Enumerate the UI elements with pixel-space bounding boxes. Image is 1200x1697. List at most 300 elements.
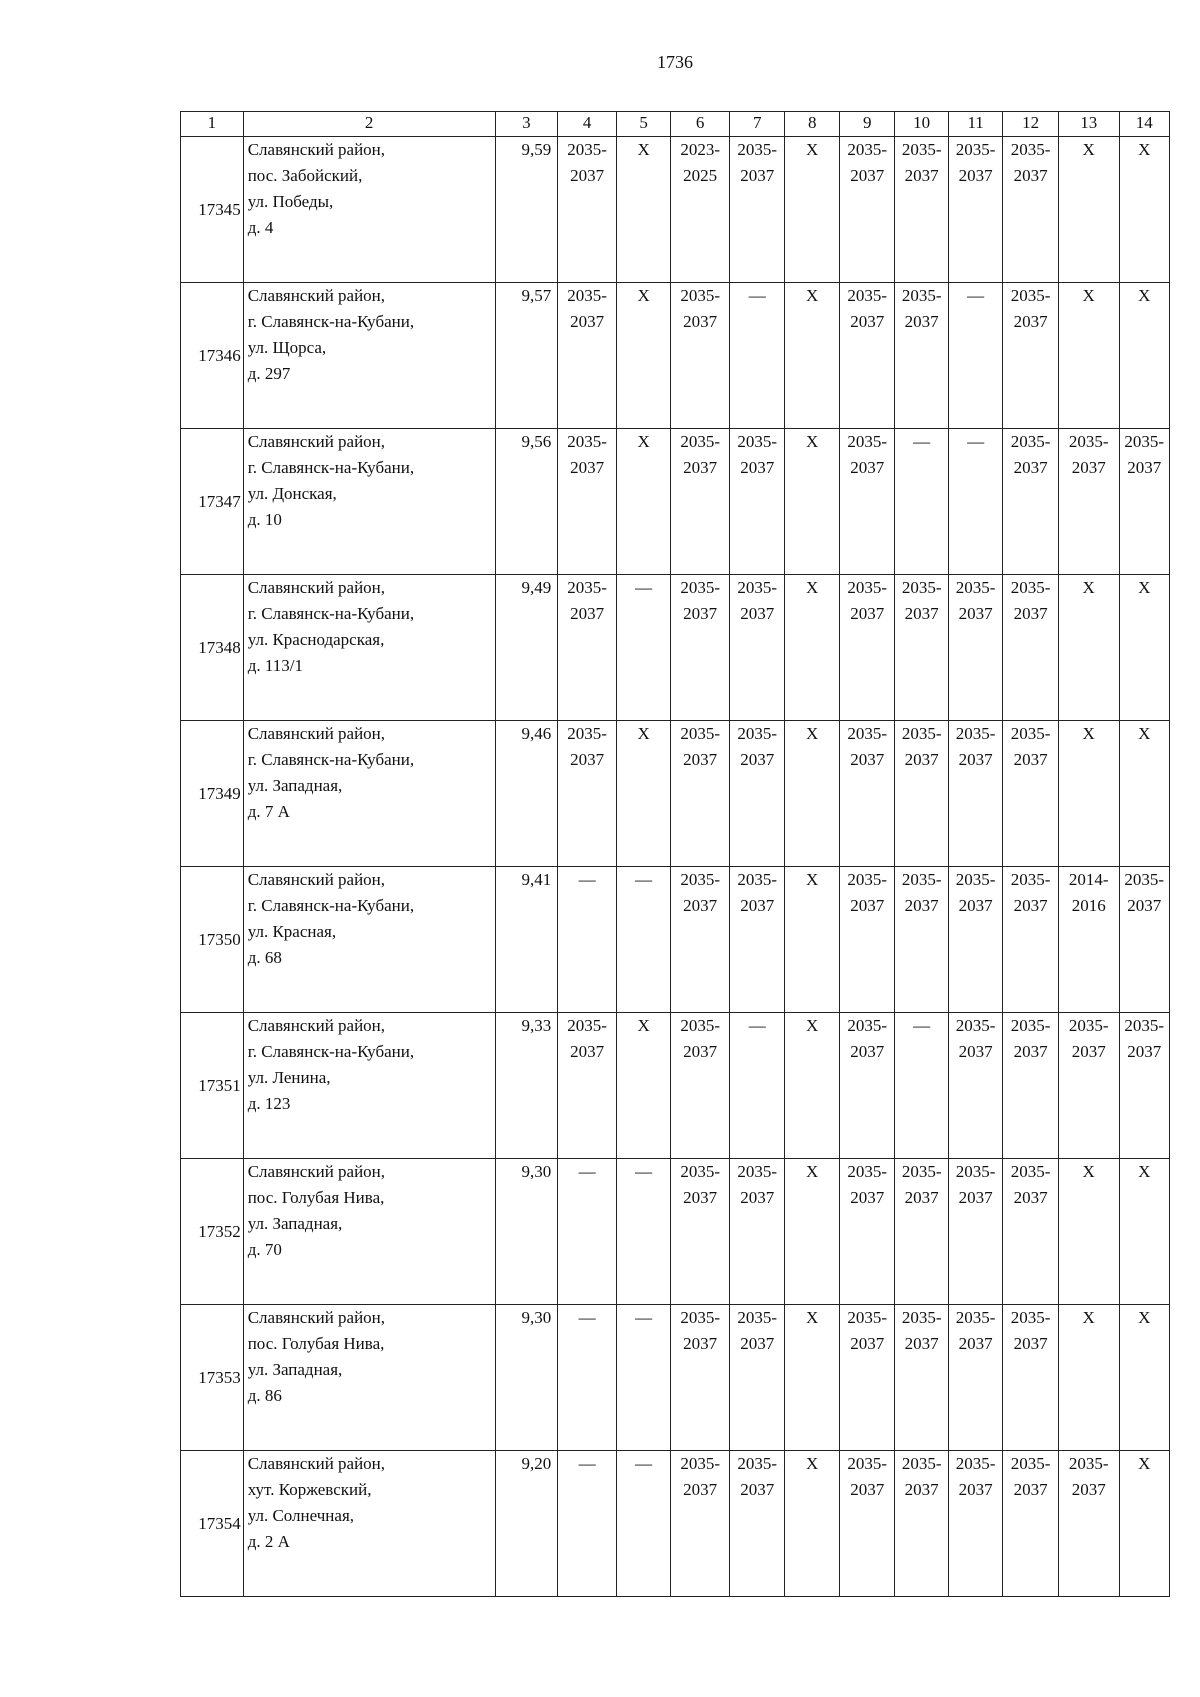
x-mark: X bbox=[637, 286, 650, 305]
period-cell bbox=[1003, 721, 1059, 867]
address-line: д. 113/1 bbox=[247, 656, 303, 675]
address-cell bbox=[243, 137, 495, 283]
not-applicable-cell bbox=[785, 1159, 839, 1305]
x-mark: X bbox=[1138, 578, 1151, 597]
period-line: 2035- bbox=[567, 432, 607, 451]
not-applicable-cell bbox=[785, 575, 839, 721]
period-line: 2037 bbox=[904, 750, 939, 769]
x-mark: X bbox=[637, 432, 650, 451]
not-applicable-cell bbox=[1119, 721, 1169, 867]
row-number: 17346 bbox=[181, 283, 244, 429]
period-line: 2037 bbox=[683, 896, 718, 915]
address-line: д. 86 bbox=[247, 1386, 282, 1405]
not-applicable-cell bbox=[1058, 1159, 1119, 1305]
period-cell bbox=[671, 1451, 730, 1597]
score-cell: 9,59 bbox=[495, 137, 558, 283]
address-cell bbox=[243, 429, 495, 575]
not-applicable-cell bbox=[616, 721, 670, 867]
x-mark: X bbox=[637, 724, 650, 743]
row-number: 17348 bbox=[181, 575, 244, 721]
period-line: 2035- bbox=[680, 724, 720, 743]
period-cell bbox=[1058, 429, 1119, 575]
period-line: 2035- bbox=[1010, 1454, 1051, 1473]
period-line: 2035- bbox=[847, 1308, 888, 1327]
period-line: 2035- bbox=[1010, 578, 1051, 597]
period-line: 2037 bbox=[904, 896, 939, 915]
x-mark: X bbox=[806, 578, 819, 597]
period-line: 2037 bbox=[850, 166, 885, 185]
period-line: 2037 bbox=[850, 1334, 885, 1353]
row-number: 17351 bbox=[181, 1013, 244, 1159]
period-line: 2035- bbox=[955, 1162, 996, 1181]
period-line: 2035- bbox=[567, 1016, 607, 1035]
period-cell bbox=[895, 283, 948, 429]
period-cell bbox=[1003, 429, 1059, 575]
not-applicable-cell bbox=[785, 721, 839, 867]
empty-dash-cell bbox=[729, 1013, 785, 1159]
empty-dash-cell bbox=[616, 1305, 670, 1451]
x-mark: X bbox=[806, 286, 819, 305]
period-line: 2035- bbox=[1010, 1308, 1051, 1327]
period-cell bbox=[729, 575, 785, 721]
dash-mark: — bbox=[967, 432, 985, 451]
period-line: 2035- bbox=[955, 578, 996, 597]
not-applicable-cell bbox=[1119, 1159, 1169, 1305]
period-line: 2037 bbox=[740, 1334, 775, 1353]
period-cell bbox=[558, 575, 617, 721]
period-line: 2037 bbox=[1013, 750, 1048, 769]
dash-mark: — bbox=[578, 1308, 596, 1327]
address-line: г. Славянск-на-Кубани, bbox=[247, 312, 415, 331]
address-line: д. 10 bbox=[247, 510, 282, 529]
x-mark: X bbox=[1138, 286, 1151, 305]
x-mark: X bbox=[806, 1454, 819, 1473]
column-header: 9 bbox=[839, 112, 895, 137]
address-line: г. Славянск-на-Кубани, bbox=[247, 896, 415, 915]
period-line: 2037 bbox=[904, 1480, 939, 1499]
address-line: Славянский район, bbox=[247, 1308, 386, 1327]
period-cell bbox=[729, 137, 785, 283]
period-line: 2037 bbox=[740, 1188, 775, 1207]
period-line: 2037 bbox=[958, 604, 993, 623]
period-line: 2035- bbox=[1010, 870, 1051, 889]
table-row bbox=[181, 1305, 1170, 1451]
column-header: 2 bbox=[243, 112, 495, 137]
period-cell bbox=[839, 721, 895, 867]
period-line: 2035- bbox=[1124, 432, 1165, 451]
period-line: 2037 bbox=[850, 1188, 885, 1207]
period-cell bbox=[948, 721, 1002, 867]
period-cell bbox=[1003, 867, 1059, 1013]
period-line: 2035- bbox=[847, 870, 888, 889]
period-cell bbox=[558, 721, 617, 867]
address-line: д. 70 bbox=[247, 1240, 282, 1259]
period-cell bbox=[1003, 1159, 1059, 1305]
period-cell bbox=[839, 1013, 895, 1159]
period-cell bbox=[729, 1159, 785, 1305]
period-line: 2023- bbox=[680, 140, 720, 159]
x-mark: X bbox=[806, 432, 819, 451]
period-line: 2035- bbox=[1124, 1016, 1165, 1035]
row-number: 17353 bbox=[181, 1305, 244, 1451]
period-line: 2037 bbox=[683, 1042, 718, 1061]
address-line: д. 68 bbox=[247, 948, 282, 967]
not-applicable-cell bbox=[785, 137, 839, 283]
period-cell bbox=[895, 867, 948, 1013]
address-line: Славянский район, bbox=[247, 432, 386, 451]
x-mark: X bbox=[1082, 140, 1095, 159]
period-cell bbox=[558, 429, 617, 575]
address-line: ул. Красная, bbox=[247, 922, 337, 941]
empty-dash-cell bbox=[948, 429, 1002, 575]
period-line: 2037 bbox=[904, 1188, 939, 1207]
address-line: ул. Западная, bbox=[247, 776, 343, 795]
x-mark: X bbox=[806, 1308, 819, 1327]
period-line: 2037 bbox=[683, 1480, 718, 1499]
column-header: 3 bbox=[495, 112, 558, 137]
period-cell bbox=[671, 721, 730, 867]
score-cell: 9,41 bbox=[495, 867, 558, 1013]
table-row bbox=[181, 1159, 1170, 1305]
period-line: 2037 bbox=[740, 458, 775, 477]
table-row bbox=[181, 721, 1170, 867]
address-line: Славянский район, bbox=[247, 1454, 386, 1473]
x-mark: X bbox=[637, 1016, 650, 1035]
x-mark: X bbox=[806, 870, 819, 889]
period-line: 2035- bbox=[1010, 1162, 1051, 1181]
period-line: 2037 bbox=[683, 458, 718, 477]
period-cell bbox=[671, 1305, 730, 1451]
table-row bbox=[181, 429, 1170, 575]
column-header: 12 bbox=[1003, 112, 1059, 137]
not-applicable-cell bbox=[785, 1451, 839, 1597]
address-line: ул. Солнечная, bbox=[247, 1506, 355, 1525]
not-applicable-cell bbox=[616, 429, 670, 575]
not-applicable-cell bbox=[1119, 1305, 1169, 1451]
address-line: д. 297 bbox=[247, 364, 291, 383]
period-line: 2037 bbox=[570, 750, 605, 769]
table-body bbox=[181, 137, 1170, 1597]
period-cell bbox=[895, 1159, 948, 1305]
period-line: 2035- bbox=[1124, 870, 1165, 889]
x-mark: X bbox=[806, 1162, 819, 1181]
period-cell bbox=[558, 1013, 617, 1159]
dash-mark: — bbox=[635, 578, 653, 597]
dash-mark: — bbox=[635, 1454, 653, 1473]
period-cell bbox=[948, 137, 1002, 283]
period-line: 2037 bbox=[1127, 896, 1162, 915]
period-cell bbox=[729, 429, 785, 575]
period-line: 2037 bbox=[1013, 1480, 1048, 1499]
dash-mark: — bbox=[967, 286, 985, 305]
not-applicable-cell bbox=[1058, 575, 1119, 721]
period-line: 2037 bbox=[1013, 1188, 1048, 1207]
period-line: 2037 bbox=[683, 750, 718, 769]
not-applicable-cell bbox=[1058, 721, 1119, 867]
period-line: 2037 bbox=[1013, 166, 1048, 185]
period-cell bbox=[839, 867, 895, 1013]
address-line: ул. Западная, bbox=[247, 1214, 343, 1233]
x-mark: X bbox=[637, 140, 650, 159]
table-row bbox=[181, 867, 1170, 1013]
period-cell bbox=[895, 721, 948, 867]
period-cell bbox=[839, 283, 895, 429]
period-line: 2035- bbox=[847, 724, 888, 743]
period-line: 2037 bbox=[570, 312, 605, 331]
period-line: 2037 bbox=[958, 166, 993, 185]
empty-dash-cell bbox=[558, 1159, 617, 1305]
period-line: 2037 bbox=[1127, 458, 1162, 477]
period-line: 2035- bbox=[847, 578, 888, 597]
dash-mark: — bbox=[635, 1162, 653, 1181]
address-line: ул. Донская, bbox=[247, 484, 337, 503]
period-cell bbox=[671, 1013, 730, 1159]
dash-mark: — bbox=[578, 1454, 596, 1473]
period-cell bbox=[671, 429, 730, 575]
period-line: 2037 bbox=[904, 604, 939, 623]
period-line: 2035- bbox=[680, 432, 720, 451]
period-cell bbox=[895, 575, 948, 721]
period-cell bbox=[1003, 1451, 1059, 1597]
not-applicable-cell bbox=[1058, 283, 1119, 429]
period-line: 2035- bbox=[1010, 432, 1051, 451]
empty-dash-cell bbox=[616, 575, 670, 721]
score-cell: 9,46 bbox=[495, 721, 558, 867]
not-applicable-cell bbox=[616, 137, 670, 283]
not-applicable-cell bbox=[785, 867, 839, 1013]
x-mark: X bbox=[806, 140, 819, 159]
period-cell bbox=[558, 283, 617, 429]
period-line: 2037 bbox=[740, 750, 775, 769]
period-line: 2035- bbox=[901, 1454, 942, 1473]
x-mark: X bbox=[1082, 1162, 1095, 1181]
table-row bbox=[181, 1451, 1170, 1597]
period-line: 2035- bbox=[847, 1016, 888, 1035]
column-header: 11 bbox=[948, 112, 1002, 137]
not-applicable-cell bbox=[1119, 283, 1169, 429]
period-cell bbox=[839, 429, 895, 575]
period-line: 2037 bbox=[683, 1334, 718, 1353]
period-cell bbox=[1003, 283, 1059, 429]
empty-dash-cell bbox=[895, 1013, 948, 1159]
period-line: 2037 bbox=[958, 896, 993, 915]
period-cell bbox=[895, 1305, 948, 1451]
period-line: 2035- bbox=[901, 578, 942, 597]
score-cell: 9,49 bbox=[495, 575, 558, 721]
row-number: 17347 bbox=[181, 429, 244, 575]
period-cell bbox=[1003, 137, 1059, 283]
period-cell bbox=[671, 137, 730, 283]
period-line: 2037 bbox=[958, 1334, 993, 1353]
period-cell bbox=[558, 137, 617, 283]
period-line: 2037 bbox=[958, 1480, 993, 1499]
address-line: ул. Победы, bbox=[247, 192, 334, 211]
period-line: 2035- bbox=[901, 870, 942, 889]
period-line: 2037 bbox=[1071, 1480, 1106, 1499]
x-mark: X bbox=[1082, 724, 1095, 743]
period-line: 2037 bbox=[570, 458, 605, 477]
row-number: 17352 bbox=[181, 1159, 244, 1305]
period-line: 2035- bbox=[737, 1162, 778, 1181]
period-line: 2035- bbox=[737, 432, 778, 451]
column-header: 13 bbox=[1058, 112, 1119, 137]
period-line: 2037 bbox=[904, 1334, 939, 1353]
period-line: 2037 bbox=[570, 604, 605, 623]
period-line: 2037 bbox=[1013, 1334, 1048, 1353]
period-line: 2035- bbox=[680, 578, 720, 597]
period-cell bbox=[671, 283, 730, 429]
not-applicable-cell bbox=[1119, 137, 1169, 283]
not-applicable-cell bbox=[785, 1013, 839, 1159]
period-cell bbox=[839, 575, 895, 721]
period-cell bbox=[671, 575, 730, 721]
period-cell bbox=[1058, 867, 1119, 1013]
address-line: ул. Западная, bbox=[247, 1360, 343, 1379]
period-line: 2037 bbox=[570, 1042, 605, 1061]
period-line: 2035- bbox=[955, 724, 996, 743]
dash-mark: — bbox=[578, 1162, 596, 1181]
x-mark: X bbox=[1082, 286, 1095, 305]
period-cell bbox=[1003, 1305, 1059, 1451]
address-line: хут. Коржевский, bbox=[247, 1480, 372, 1499]
dash-mark: — bbox=[578, 870, 596, 889]
period-line: 2035- bbox=[680, 1016, 720, 1035]
period-cell bbox=[729, 721, 785, 867]
period-cell bbox=[729, 867, 785, 1013]
period-cell bbox=[895, 1451, 948, 1597]
address-line: ул. Щорса, bbox=[247, 338, 327, 357]
table-row bbox=[181, 575, 1170, 721]
not-applicable-cell bbox=[1058, 1305, 1119, 1451]
period-line: 2037 bbox=[1127, 1042, 1162, 1061]
period-cell bbox=[671, 867, 730, 1013]
period-line: 2035- bbox=[680, 1454, 720, 1473]
period-line: 2037 bbox=[740, 1480, 775, 1499]
column-header: 4 bbox=[558, 112, 617, 137]
period-line: 2035- bbox=[847, 1454, 888, 1473]
page-number: 1736 bbox=[657, 52, 693, 72]
address-cell bbox=[243, 1013, 495, 1159]
period-line: 2037 bbox=[1071, 458, 1106, 477]
address-line: г. Славянск-на-Кубани, bbox=[247, 1042, 415, 1061]
row-number: 17349 bbox=[181, 721, 244, 867]
period-line: 2037 bbox=[740, 604, 775, 623]
x-mark: X bbox=[1138, 1162, 1151, 1181]
period-line: 2037 bbox=[1013, 604, 1048, 623]
period-line: 2037 bbox=[958, 750, 993, 769]
score-cell: 9,56 bbox=[495, 429, 558, 575]
dash-mark: — bbox=[913, 1016, 931, 1035]
address-line: Славянский район, bbox=[247, 140, 386, 159]
empty-dash-cell bbox=[616, 1159, 670, 1305]
period-line: 2035- bbox=[680, 1308, 720, 1327]
period-cell bbox=[948, 1159, 1002, 1305]
period-line: 2035- bbox=[955, 1016, 996, 1035]
column-header: 5 bbox=[616, 112, 670, 137]
period-line: 2037 bbox=[1013, 1042, 1048, 1061]
period-cell bbox=[1003, 575, 1059, 721]
table-row bbox=[181, 1013, 1170, 1159]
column-header: 14 bbox=[1119, 112, 1169, 137]
period-line: 2035- bbox=[680, 870, 720, 889]
period-line: 2035- bbox=[1068, 1454, 1109, 1473]
period-line: 2037 bbox=[904, 166, 939, 185]
x-mark: X bbox=[1138, 140, 1151, 159]
period-line: 2037 bbox=[850, 896, 885, 915]
period-line: 2035- bbox=[737, 870, 778, 889]
period-cell bbox=[839, 1451, 895, 1597]
address-line: ул. Краснодарская, bbox=[247, 630, 385, 649]
x-mark: X bbox=[1138, 724, 1151, 743]
column-header: 6 bbox=[671, 112, 730, 137]
period-cell bbox=[948, 867, 1002, 1013]
column-header: 1 bbox=[181, 112, 244, 137]
period-line: 2035- bbox=[901, 140, 942, 159]
period-line: 2035- bbox=[1010, 1016, 1051, 1035]
x-mark: X bbox=[806, 724, 819, 743]
address-line: г. Славянск-на-Кубани, bbox=[247, 604, 415, 623]
period-line: 2035- bbox=[847, 140, 888, 159]
not-applicable-cell bbox=[1058, 137, 1119, 283]
period-line: 2037 bbox=[683, 1188, 718, 1207]
address-line: Славянский район, bbox=[247, 578, 386, 597]
x-mark: X bbox=[1138, 1454, 1151, 1473]
period-line: 2035- bbox=[567, 578, 607, 597]
row-number: 17354 bbox=[181, 1451, 244, 1597]
period-line: 2037 bbox=[1013, 312, 1048, 331]
period-line: 2035- bbox=[737, 578, 778, 597]
period-cell bbox=[729, 1451, 785, 1597]
period-line: 2037 bbox=[1013, 458, 1048, 477]
address-line: д. 7 А bbox=[247, 802, 290, 821]
period-cell bbox=[1119, 1013, 1169, 1159]
period-line: 2035- bbox=[567, 286, 607, 305]
not-applicable-cell bbox=[785, 283, 839, 429]
period-cell bbox=[839, 1159, 895, 1305]
period-cell bbox=[948, 1013, 1002, 1159]
row-number: 17345 bbox=[181, 137, 244, 283]
address-cell bbox=[243, 721, 495, 867]
period-line: 2035- bbox=[847, 432, 888, 451]
empty-dash-cell bbox=[948, 283, 1002, 429]
empty-dash-cell bbox=[558, 867, 617, 1013]
period-line: 2037 bbox=[850, 312, 885, 331]
address-line: пос. Голубая Нива, bbox=[247, 1188, 385, 1207]
address-cell bbox=[243, 575, 495, 721]
period-cell bbox=[671, 1159, 730, 1305]
address-line: г. Славянск-на-Кубани, bbox=[247, 458, 415, 477]
period-cell bbox=[1119, 867, 1169, 1013]
period-line: 2037 bbox=[1013, 896, 1048, 915]
period-cell bbox=[839, 1305, 895, 1451]
period-line: 2035- bbox=[737, 140, 778, 159]
empty-dash-cell bbox=[616, 1451, 670, 1597]
period-line: 2035- bbox=[955, 140, 996, 159]
not-applicable-cell bbox=[1119, 575, 1169, 721]
period-line: 2037 bbox=[850, 604, 885, 623]
period-cell bbox=[948, 1305, 1002, 1451]
period-line: 2035- bbox=[680, 286, 720, 305]
period-line: 2037 bbox=[904, 312, 939, 331]
period-line: 2035- bbox=[901, 1308, 942, 1327]
period-line: 2037 bbox=[958, 1042, 993, 1061]
dash-mark: — bbox=[748, 286, 766, 305]
period-line: 2035- bbox=[1010, 140, 1051, 159]
x-mark: X bbox=[1082, 1308, 1095, 1327]
period-line: 2035- bbox=[680, 1162, 720, 1181]
period-line: 2035- bbox=[737, 1454, 778, 1473]
period-cell bbox=[729, 1305, 785, 1451]
